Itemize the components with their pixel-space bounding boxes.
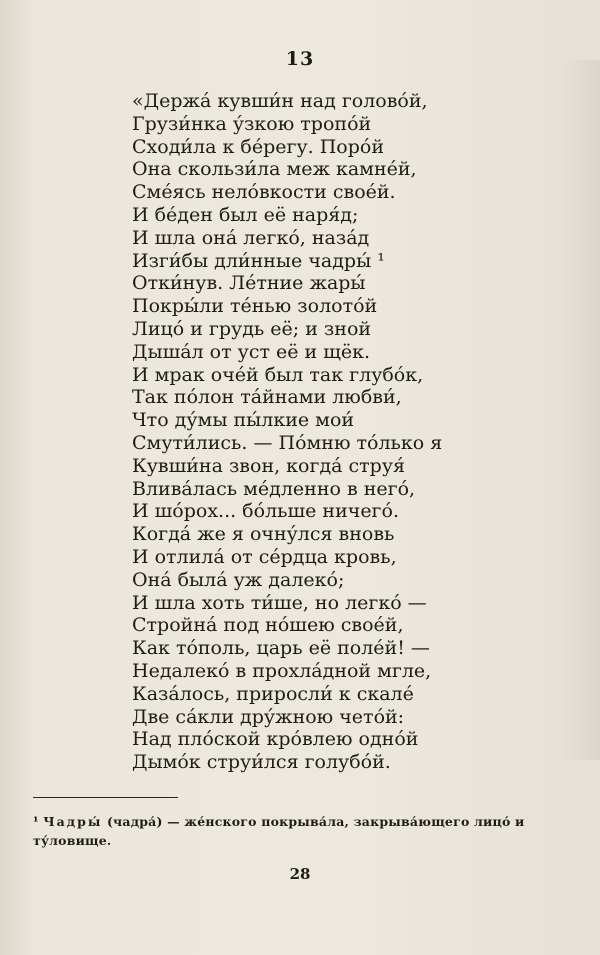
poem-line: Грузи́нка у́зкою тропо́й	[132, 112, 372, 135]
footnote-term: Чадры́	[43, 814, 103, 829]
poem-line: Стройна́ под но́шею свое́й,	[132, 614, 404, 637]
poem-line: Недалеко́ в прохла́дной мгле,	[132, 659, 432, 682]
poem-line: Влива́лась ме́дленно в него́,	[132, 477, 416, 500]
poem-line: Она́ была́ уж далеко́;	[132, 568, 345, 591]
poem-line: И бе́ден был её наря́д;	[132, 203, 359, 226]
footnote-text: (чадра́) — же́нского покрыва́ла, закрыва́ющего лицо́ и ту́ловище.	[33, 814, 525, 848]
poem-line: Изги́бы дли́нные чадры́ ¹	[132, 249, 385, 272]
poem-line: Когда́ же я очну́лся вновь	[132, 523, 395, 546]
poem-line: Дыша́л от уст её и щёк.	[132, 340, 371, 363]
poem-line: Так по́лон та́йнами любви́,	[132, 386, 402, 409]
footnote	[33, 812, 573, 850]
poem-line: «Держа́ кувши́н над голово́й,	[132, 90, 428, 112]
poem-line: Дымо́к струи́лся голубо́й.	[132, 751, 391, 774]
poem-line: И шла она́ легко́, наза́д	[132, 226, 370, 249]
poem-line: Что ду́мы пы́лкие мои́	[132, 409, 355, 432]
poem-line: Сме́ясь нело́вкости свое́й.	[132, 181, 396, 204]
footnote-divider	[33, 797, 178, 798]
poem-line: Покры́ли те́нью золото́й	[132, 295, 378, 318]
section-number: 13	[285, 48, 315, 70]
poem-line: Лицо́ и грудь её; и зной	[132, 317, 372, 340]
poem-line: Кувши́на звон, когда́ струя́	[132, 454, 405, 477]
poem-line: Как то́поль, царь её поле́й! —	[132, 637, 430, 660]
poem-line: И шо́рох... бо́льше ничего́.	[132, 500, 399, 523]
poem-line: Смути́лись. — По́мню то́лько я	[132, 431, 443, 454]
poem-line: Сходи́ла к бе́регу. Поро́й	[132, 135, 384, 158]
poem-line: Каза́лось, приросли́ к скале́	[132, 682, 414, 705]
poem-line: И мрак оче́й был так глубо́к,	[132, 363, 424, 386]
poem-line: И отлила́ от се́рдца кровь,	[132, 545, 397, 568]
poem-line: Над пло́ской кро́влею одно́й	[132, 728, 419, 751]
poem-line: Она скользи́ла меж камне́й,	[132, 158, 417, 181]
page-number: 28	[289, 865, 311, 883]
poem-line: Отки́нув. Ле́тние жары́	[132, 272, 366, 295]
footnote-marker: ¹	[33, 814, 39, 829]
poem-line: Две са́кли дру́жною чето́й:	[132, 705, 405, 728]
poem-text	[132, 90, 572, 774]
poem-line: И шла хоть ти́ше, но легко́ —	[132, 591, 427, 614]
